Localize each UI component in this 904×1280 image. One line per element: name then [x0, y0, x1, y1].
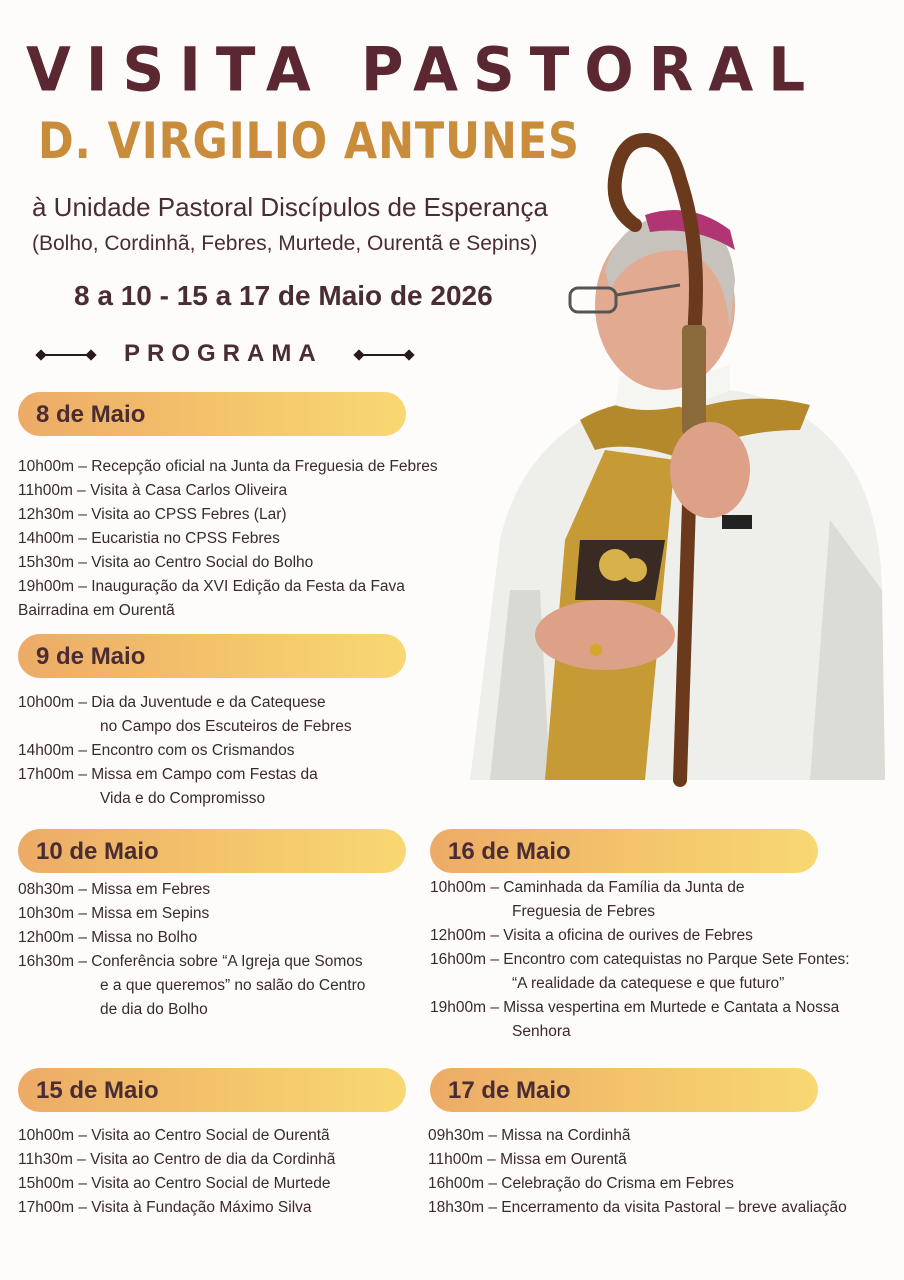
parishes-list: (Bolho, Cordinhã, Febres, Murtede, Ourentã e Sepins) — [32, 232, 538, 255]
schedule-description: Dia da Juventude e da Catequese — [91, 694, 326, 711]
schedule-item — [430, 948, 850, 972]
schedule-item — [428, 1196, 847, 1220]
schedule-description: Missa em Febres — [91, 881, 211, 898]
schedule-time: 14h00m – — [18, 530, 92, 547]
schedule-description: Visita ao Centro Social do Bolho — [91, 554, 314, 571]
schedule-time: 14h00m – — [18, 742, 92, 759]
day-label: 15 de Maio — [36, 1077, 159, 1104]
schedule-description-continued: Bairradina em Ourentã — [18, 602, 175, 619]
schedule-description: Visita ao Centro de dia da Cordinhã — [90, 1151, 336, 1168]
schedule-time: 10h00m – — [18, 694, 92, 711]
schedule-time: 19h00m – — [430, 999, 504, 1016]
schedule-description-continued: de dia do Bolho — [100, 1001, 208, 1018]
schedule-time: 10h30m – — [18, 905, 92, 922]
schedule-item — [430, 996, 850, 1020]
schedule-time: 17h00m – — [18, 766, 92, 783]
schedule-description: Missa no Bolho — [91, 929, 198, 946]
schedule-item — [18, 527, 438, 551]
program-heading — [40, 340, 410, 372]
schedule-description: Recepção oficial na Junta da Freguesia de Febres — [91, 458, 438, 475]
schedule-item — [18, 551, 438, 575]
schedule-time: 10h00m – — [18, 1127, 92, 1144]
program-label: PROGRAMA — [124, 340, 323, 367]
schedule-item — [18, 503, 438, 527]
schedule-17-maio — [428, 1124, 847, 1220]
day-pill-15-maio — [18, 1068, 406, 1112]
day-label: 9 de Maio — [36, 643, 146, 670]
schedule-time: 19h00m – — [18, 578, 92, 595]
schedule-time: 08h30m – — [18, 881, 92, 898]
poster-title: VISITA PASTORAL — [26, 34, 821, 106]
day-pill-9-maio — [18, 634, 406, 678]
schedule-16-maio — [430, 876, 850, 1044]
schedule-item — [430, 924, 850, 948]
schedule-time: 11h00m – — [18, 482, 91, 499]
day-pill-17-maio — [430, 1068, 818, 1112]
schedule-description-continued: Vida e do Compromisso — [100, 790, 266, 807]
schedule-item — [18, 479, 438, 503]
schedule-item — [18, 1124, 335, 1148]
schedule-item — [428, 1148, 847, 1172]
schedule-description: Eucaristia no CPSS Febres — [91, 530, 280, 547]
schedule-item — [430, 876, 850, 900]
schedule-description: Visita ao Centro Social de Murtede — [91, 1175, 331, 1192]
schedule-item — [18, 739, 352, 763]
schedule-description: Encontro com os Crismandos — [91, 742, 295, 759]
schedule-item — [18, 575, 438, 599]
bishop-portrait-image — [430, 120, 900, 790]
schedule-time: 09h30m – — [428, 1127, 502, 1144]
day-label: 8 de Maio — [36, 401, 146, 428]
schedule-time: 16h30m – — [18, 953, 92, 970]
schedule-description-continued: Senhora — [512, 1023, 571, 1040]
schedule-9-maio — [18, 691, 352, 811]
schedule-description: Caminhada da Família da Junta de — [503, 879, 745, 896]
schedule-time: 12h00m – — [18, 929, 92, 946]
day-pill-10-maio — [18, 829, 406, 873]
schedule-item — [18, 763, 352, 787]
schedule-description: Encerramento da visita Pastoral – breve avaliação — [501, 1199, 847, 1216]
day-label: 16 de Maio — [448, 838, 571, 865]
schedule-item — [18, 1148, 335, 1172]
schedule-description-continued: no Campo dos Escuteiros de Febres — [100, 718, 352, 735]
schedule-item — [18, 926, 365, 950]
schedule-item — [18, 1196, 335, 1220]
decorative-arrow-right — [358, 354, 410, 356]
schedule-time: 10h00m – — [18, 458, 92, 475]
schedule-description: Missa vespertina em Murtede e Cantata a Nossa — [503, 999, 840, 1016]
schedule-15-maio — [18, 1124, 335, 1220]
schedule-description-continued: Freguesia de Febres — [512, 903, 656, 920]
day-label: 17 de Maio — [448, 1077, 571, 1104]
schedule-description: Celebração do Crisma em Febres — [501, 1175, 734, 1192]
schedule-description: Inauguração da XVI Edição da Festa da Fava — [91, 578, 405, 595]
subtitle: à Unidade Pastoral Discípulos de Esperança — [32, 192, 548, 222]
schedule-time: 11h00m – — [428, 1151, 501, 1168]
schedule-description-continued: “A realidade da catequese e que futuro” — [512, 975, 785, 992]
schedule-description: Visita ao CPSS Febres (Lar) — [91, 506, 287, 523]
bishop-name: D. VIRGILIO ANTUNES — [38, 112, 580, 170]
schedule-description: Visita a oficina de ourives de Febres — [503, 927, 753, 944]
schedule-time: 12h30m – — [18, 506, 92, 523]
schedule-time: 10h00m – — [430, 879, 504, 896]
schedule-description: Missa em Campo com Festas da — [91, 766, 318, 783]
schedule-description: Encontro com catequistas no Parque Sete Fontes: — [503, 951, 850, 968]
schedule-item — [18, 691, 352, 715]
schedule-8-maio — [18, 455, 438, 623]
decorative-arrow-left — [40, 354, 92, 356]
schedule-time: 15h30m – — [18, 554, 92, 571]
schedule-item — [428, 1124, 847, 1148]
day-pill-16-maio — [430, 829, 818, 873]
schedule-description: Visita à Casa Carlos Oliveira — [90, 482, 288, 499]
schedule-item — [18, 902, 365, 926]
schedule-10-maio — [18, 878, 365, 1022]
schedule-item — [18, 950, 365, 974]
visit-dates: 8 a 10 - 15 a 17 de Maio de 2026 — [74, 280, 493, 311]
schedule-time: 11h30m – — [18, 1151, 91, 1168]
schedule-description-continued: e a que queremos” no salão do Centro — [100, 977, 366, 994]
schedule-item — [428, 1172, 847, 1196]
schedule-description: Missa em Sepins — [91, 905, 210, 922]
schedule-time: 15h00m – — [18, 1175, 92, 1192]
schedule-time: 17h00m – — [18, 1199, 92, 1216]
schedule-description: Visita à Fundação Máximo Silva — [91, 1199, 312, 1216]
day-label: 10 de Maio — [36, 838, 159, 865]
schedule-description: Visita ao Centro Social de Ourentã — [91, 1127, 330, 1144]
schedule-item — [18, 455, 438, 479]
day-pill-8-maio — [18, 392, 406, 436]
schedule-description: Conferência sobre “A Igreja que Somos — [91, 953, 363, 970]
schedule-description: Missa na Cordinhã — [501, 1127, 631, 1144]
schedule-time: 16h00m – — [430, 951, 504, 968]
schedule-time: 12h00m – — [430, 927, 504, 944]
schedule-description: Missa em Ourentã — [500, 1151, 627, 1168]
schedule-time: 16h00m – — [428, 1175, 502, 1192]
schedule-item — [18, 878, 365, 902]
schedule-time: 18h30m – — [428, 1199, 502, 1216]
schedule-item — [18, 1172, 335, 1196]
